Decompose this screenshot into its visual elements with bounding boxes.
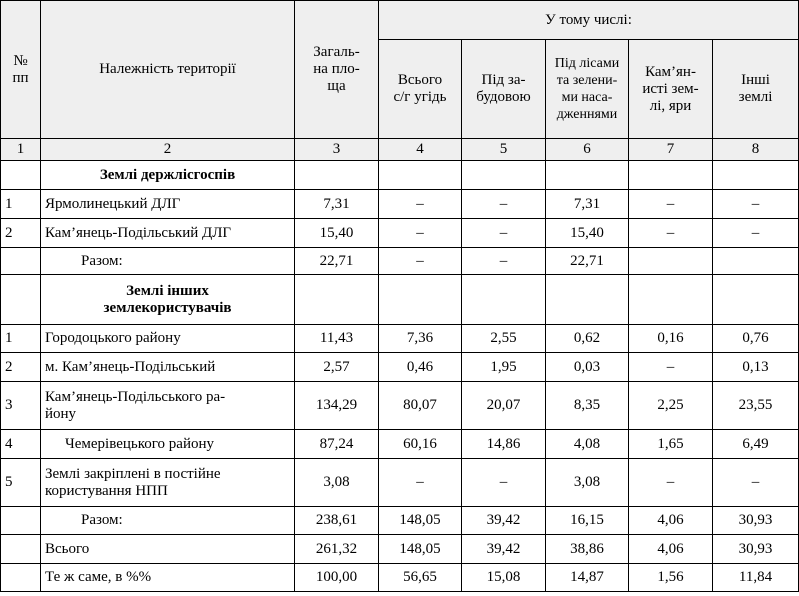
row-number: 2 bbox=[1, 353, 41, 382]
index-row bbox=[1, 139, 799, 161]
index-cell: 4 bbox=[379, 139, 462, 161]
built-cell: 15,08 bbox=[462, 564, 546, 592]
built-cell: – bbox=[462, 248, 546, 275]
subtotal-row bbox=[1, 248, 799, 275]
other-cell: – bbox=[713, 219, 799, 248]
row-number: 2 bbox=[1, 219, 41, 248]
table-row bbox=[1, 459, 799, 507]
built-cell: 1,95 bbox=[462, 353, 546, 382]
section-title-row bbox=[1, 161, 799, 190]
other-cell: 30,93 bbox=[713, 507, 799, 535]
index-cell: 7 bbox=[629, 139, 713, 161]
built-cell: 20,07 bbox=[462, 382, 546, 430]
total-cell: 134,29 bbox=[295, 382, 379, 430]
grand-total-row bbox=[1, 535, 799, 564]
rocky-cell: – bbox=[629, 353, 713, 382]
agri-cell: – bbox=[379, 219, 462, 248]
row-name: Землі закріплені в постійне користування НПП bbox=[41, 459, 295, 507]
table-row bbox=[1, 382, 799, 430]
col-territory-header: Належність території bbox=[41, 1, 295, 139]
other-cell: 30,93 bbox=[713, 535, 799, 564]
col-built-header: Під за- будовою bbox=[462, 40, 546, 139]
row-name: м. Кам’янець-Подільський bbox=[41, 353, 295, 382]
section-title-row bbox=[1, 275, 799, 325]
row-number: 3 bbox=[1, 382, 41, 430]
row-name: Кам’янець-Подільський ДЛГ bbox=[41, 219, 295, 248]
table-row bbox=[1, 219, 799, 248]
row-number: 5 bbox=[1, 459, 41, 507]
col-total-header: Загаль- на пло- ща bbox=[295, 1, 379, 139]
col-forest-header: Під лісами та зелени- ми наса- дженнями bbox=[546, 40, 629, 139]
forest-cell: 15,40 bbox=[546, 219, 629, 248]
row-name: Чемерівецького району bbox=[41, 430, 295, 459]
index-cell: 6 bbox=[546, 139, 629, 161]
row-number: 1 bbox=[1, 325, 41, 353]
forest-cell: 22,71 bbox=[546, 248, 629, 275]
built-cell: – bbox=[462, 459, 546, 507]
other-cell: – bbox=[713, 190, 799, 219]
forest-cell: 38,86 bbox=[546, 535, 629, 564]
index-cell: 8 bbox=[713, 139, 799, 161]
other-cell bbox=[713, 248, 799, 275]
rocky-cell: – bbox=[629, 190, 713, 219]
agri-cell: 56,65 bbox=[379, 564, 462, 592]
row-number: 1 bbox=[1, 190, 41, 219]
forest-cell: 8,35 bbox=[546, 382, 629, 430]
built-cell: – bbox=[462, 219, 546, 248]
rocky-cell: 0,16 bbox=[629, 325, 713, 353]
rocky-cell: – bbox=[629, 459, 713, 507]
total-cell: 3,08 bbox=[295, 459, 379, 507]
built-cell: 39,42 bbox=[462, 507, 546, 535]
agri-cell: 148,05 bbox=[379, 535, 462, 564]
forest-cell: 0,03 bbox=[546, 353, 629, 382]
col-including-header: У тому числі: bbox=[379, 1, 799, 40]
total-cell: 11,43 bbox=[295, 325, 379, 353]
table-row bbox=[1, 325, 799, 353]
other-cell: 6,49 bbox=[713, 430, 799, 459]
total-cell: 15,40 bbox=[295, 219, 379, 248]
total-cell: 238,61 bbox=[295, 507, 379, 535]
table-row bbox=[1, 353, 799, 382]
rocky-cell: 4,06 bbox=[629, 507, 713, 535]
total-cell: 7,31 bbox=[295, 190, 379, 219]
other-cell: 11,84 bbox=[713, 564, 799, 592]
forest-cell: 16,15 bbox=[546, 507, 629, 535]
other-cell: 0,13 bbox=[713, 353, 799, 382]
other-cell: 0,76 bbox=[713, 325, 799, 353]
index-cell: 3 bbox=[295, 139, 379, 161]
total-cell: 100,00 bbox=[295, 564, 379, 592]
forest-cell: 7,31 bbox=[546, 190, 629, 219]
agri-cell: 148,05 bbox=[379, 507, 462, 535]
agri-cell: 80,07 bbox=[379, 382, 462, 430]
subtotal-label: Разом: bbox=[41, 507, 295, 535]
col-number-header: № пп bbox=[1, 1, 41, 139]
col-rocky-header: Кам’ян- исті зем- лі, яри bbox=[629, 40, 713, 139]
forest-cell: 3,08 bbox=[546, 459, 629, 507]
agri-cell: – bbox=[379, 248, 462, 275]
total-cell: 22,71 bbox=[295, 248, 379, 275]
built-cell: 39,42 bbox=[462, 535, 546, 564]
agri-cell: 0,46 bbox=[379, 353, 462, 382]
index-cell: 1 bbox=[1, 139, 41, 161]
forest-cell: 0,62 bbox=[546, 325, 629, 353]
row-name: Кам’янець-Подільського ра- йону bbox=[41, 382, 295, 430]
row-name: Ярмолинецький ДЛГ bbox=[41, 190, 295, 219]
other-cell: – bbox=[713, 459, 799, 507]
built-cell: 14,86 bbox=[462, 430, 546, 459]
rocky-cell bbox=[629, 248, 713, 275]
grand-total-label: Всього bbox=[41, 535, 295, 564]
table-row bbox=[1, 430, 799, 459]
rocky-cell: 4,06 bbox=[629, 535, 713, 564]
percent-label: Те ж саме, в %% bbox=[41, 564, 295, 592]
other-cell: 23,55 bbox=[713, 382, 799, 430]
total-cell: 2,57 bbox=[295, 353, 379, 382]
built-cell: 2,55 bbox=[462, 325, 546, 353]
built-cell: – bbox=[462, 190, 546, 219]
row-number: 4 bbox=[1, 430, 41, 459]
agri-cell: – bbox=[379, 459, 462, 507]
subtotal-label: Разом: bbox=[41, 248, 295, 275]
subtotal-row bbox=[1, 507, 799, 535]
forest-cell: 4,08 bbox=[546, 430, 629, 459]
table-row bbox=[1, 190, 799, 219]
rocky-cell: 1,56 bbox=[629, 564, 713, 592]
agri-cell: 7,36 bbox=[379, 325, 462, 353]
section-title: Землі інших землекористувачів bbox=[41, 275, 295, 325]
agri-cell: – bbox=[379, 190, 462, 219]
col-agri-header: Всього с/г угідь bbox=[379, 40, 462, 139]
total-cell: 261,32 bbox=[295, 535, 379, 564]
header-row-top bbox=[1, 1, 799, 40]
section-title: Землі держлісгоспів bbox=[41, 161, 295, 190]
percent-row bbox=[1, 564, 799, 592]
row-name: Городоцького району bbox=[41, 325, 295, 353]
rocky-cell: 2,25 bbox=[629, 382, 713, 430]
col-other-header: Інші землі bbox=[713, 40, 799, 139]
rocky-cell: 1,65 bbox=[629, 430, 713, 459]
forest-cell: 14,87 bbox=[546, 564, 629, 592]
total-cell: 87,24 bbox=[295, 430, 379, 459]
index-cell: 2 bbox=[41, 139, 295, 161]
rocky-cell: – bbox=[629, 219, 713, 248]
agri-cell: 60,16 bbox=[379, 430, 462, 459]
index-cell: 5 bbox=[462, 139, 546, 161]
